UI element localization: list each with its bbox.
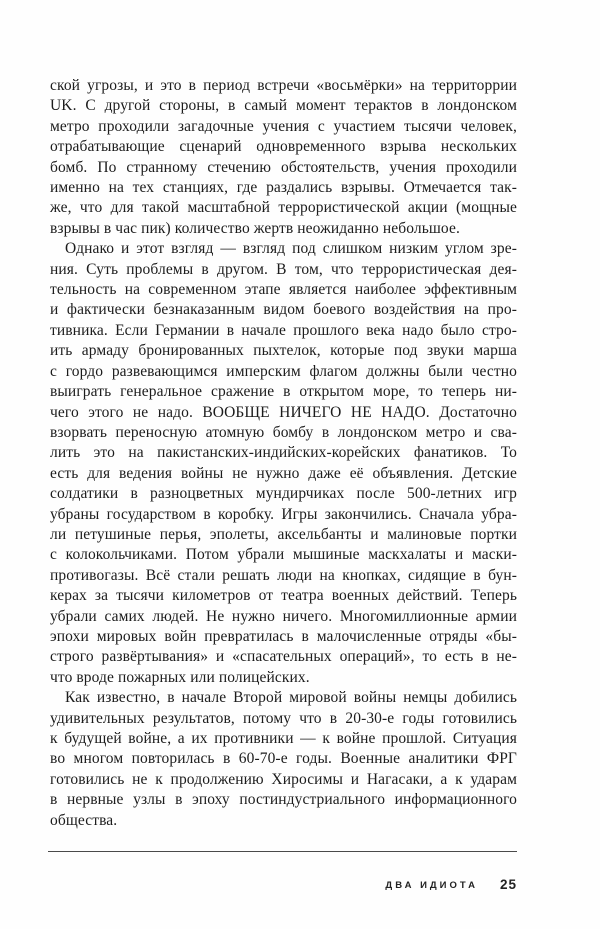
text-line: взорвать переносную атомную бомбу в лондонском метро и сва- xyxy=(50,423,517,441)
paragraph xyxy=(50,688,517,831)
text-line: Как известно, в начале Второй мировой войны немцы добились xyxy=(65,689,517,707)
text-line: взрывы в час пик) количество жертв неожиданно небольшое. xyxy=(50,219,460,237)
text-line: ния. Суть проблемы в другом. В том, что террористическая дея- xyxy=(50,260,517,278)
text-line: во многом повторилась в 60-70-е годы. Военные аналитики ФРГ xyxy=(50,750,517,768)
text-line: именно на тех станциях, где раздались взрывы. Отмечается так- xyxy=(50,179,517,197)
text-line: ить армаду бронированных пыхтелок, которые под звуки марша xyxy=(50,342,517,360)
text-line: солдатики в разноцветных мундирчиках после 500-летних игр xyxy=(50,485,517,503)
text-line: метро проходили загадочные учения с участием тысячи человек, xyxy=(50,117,517,135)
text-line: тельность на современном этапе является наиболее эффективным xyxy=(50,281,517,299)
paragraph xyxy=(50,239,517,688)
text-line: к будущей войне, а их противники — к войне прошлой. Ситуация xyxy=(50,730,517,747)
text-line: ской угрозы, и это в период встречи «восьмёрки» на территоррии xyxy=(50,77,517,94)
running-title: ДВА ИДИОТА xyxy=(385,880,478,891)
text-line: в нервные узлы в эпоху постиндустриального информационного xyxy=(50,791,517,809)
page-footer xyxy=(50,876,517,894)
text-line: Однако и этот взгляд — взгляд под слишком низким углом зре- xyxy=(65,240,517,258)
text-line: UK. С другой стороны, в самый момент терактов в лондонском xyxy=(50,97,517,115)
text-line: отрабатывающие сценарий одновременного взрыва нескольких xyxy=(50,138,517,156)
text-line: тивника. Если Германии в начале прошлого века надо было стро- xyxy=(50,321,517,339)
footer-divider xyxy=(48,851,517,852)
text-line: и фактически безнаказанным видом боевого воздействия на про- xyxy=(50,301,517,319)
text-line: выиграть генеральное сражение в открытом море, то теперь ни- xyxy=(50,383,517,401)
text-line: есть для ведения войны не нужно даже её объявления. Детские xyxy=(50,464,517,482)
paragraph xyxy=(50,76,517,239)
text-line: строго развёртывания» и «спасательных операций», то есть в не- xyxy=(50,648,517,666)
text-line: ли петушиные перья, эполеты, аксельбанты и малиновые портки xyxy=(50,525,517,543)
text-line: общества. xyxy=(50,811,118,829)
text-line: лить это на пакистанских-индийских-корейских фанатиков. То xyxy=(50,444,517,462)
text-line: же, что для такой масштабной террористической акции (мощные xyxy=(50,199,517,217)
text-line: с гордо развевающимся имперским флагом должны были честно xyxy=(50,362,517,380)
text-line: керах за тысячи километров от театра военных действий. Теперь xyxy=(50,587,517,605)
text-line: противогазы. Всё стали решать люди на кнопках, сидящие в бун- xyxy=(50,566,517,584)
text-line: чего этого не надо. ВООБЩЕ НИЧЕГО НЕ НАДО. Достаточно xyxy=(50,403,517,421)
text-line: что вроде пожарных или полицейских. xyxy=(50,668,310,686)
text-line: с колокольчиками. Потом убрали мышиные маскхалаты и маски- xyxy=(50,546,517,564)
text-line: готовились не к продолжению Хиросимы и Нагасаки, а к ударам xyxy=(50,770,517,788)
text-line: удивительных результатов, потому что в 20-30-е годы готовились xyxy=(50,709,517,727)
text-line: убраны государством в коробку. Игры закончились. Сначала убра- xyxy=(50,505,517,523)
text-line: убрали самих людей. Не нужно ничего. Многомиллионные армии xyxy=(50,607,517,625)
text-line: эпохи мировых войн превратилась в малочисленные отряды «бы- xyxy=(50,627,517,645)
page-body xyxy=(50,76,517,831)
text-line: бомб. По странному стечению обстоятельств, учения проходили xyxy=(50,158,517,176)
page-number: 25 xyxy=(499,877,517,892)
